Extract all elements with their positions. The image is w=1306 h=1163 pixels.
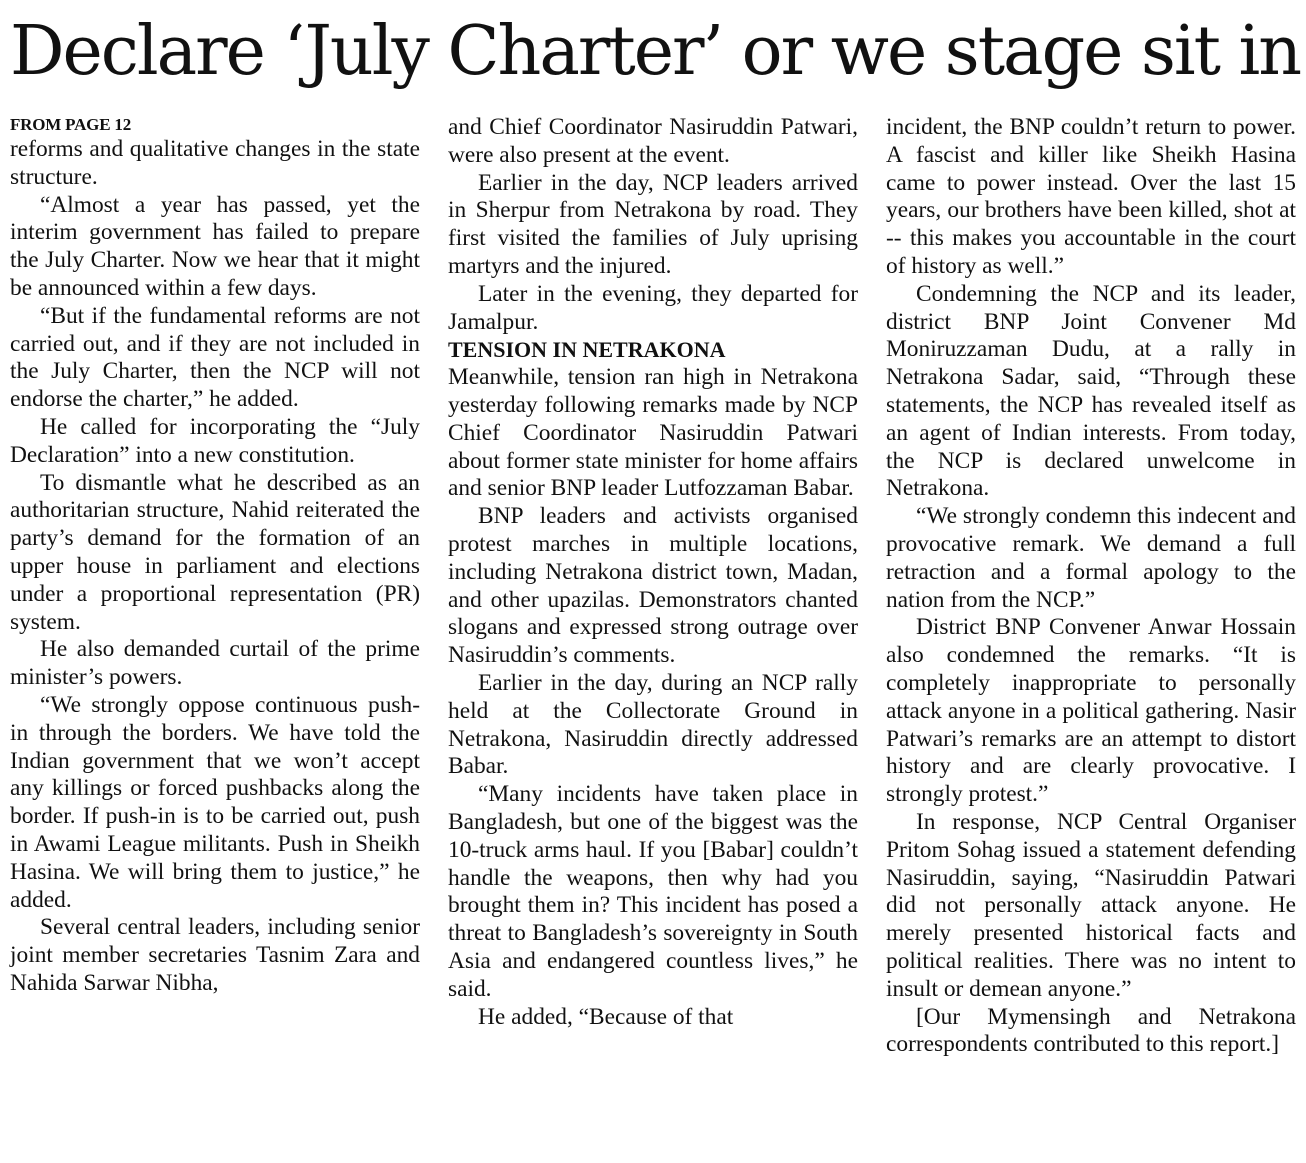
paragraph: incident, the BNP couldn’t return to power. A fascist and killer like Sheikh Hasina came to power instead. Over the last 15 years, our brothers have been killed, shot at -- this makes you accountable in the court of history as well.” [886, 114, 1296, 279]
paragraph: District BNP Convener Anwar Hossain also condemned the remarks. “It is completely inappropriate to personally attack anyone in a political gathering. Nasir Patwari’s remarks are an attempt to distort history and are clearly provocative. I strongly protest.” [886, 614, 1296, 808]
column-3 [886, 114, 1296, 1059]
paragraph: reforms and qualitative changes in the state structure. [10, 136, 420, 190]
subheading: TENSION IN NETRAKONA [448, 337, 726, 363]
paragraph: “We strongly condemn this indecent and provocative remark. We demand a full retraction and a formal apology to the nation from the NCP.” [886, 503, 1296, 613]
headline: Declare ‘July Charter’ or we stage sit in [10, 12, 1301, 91]
paragraph: He added, “Because of that [478, 1003, 734, 1030]
column-1 [10, 114, 420, 998]
paragraph: “But if the fundamental reforms are not carried out, and if they are not included in the July Charter, then the NCP will not endorse the charter,” he added. [10, 302, 420, 413]
paragraph: and Chief Coordinator Nasiruddin Patwari, were also present at the event. [448, 114, 858, 168]
paragraph: Condemning the NCP and its leader, district BNP Joint Convener Md Moniruzzaman Dudu, at a rally in Netrakona Sadar, said, “Through these statements, the NCP has revealed itself as an agent of Indian interests. From today, the NCP is declared unwelcome in Netrakona. [886, 280, 1296, 502]
paragraph: He called for incorporating the “July Declaration” into a new constitution. [10, 413, 420, 468]
paragraph: Earlier in the day, during an NCP rally held at the Collectorate Ground in Netrakona, Nasiruddin directly addressed Babar. [448, 669, 858, 780]
paragraph: “Many incidents have taken place in Bangladesh, but one of the biggest was the 10-truck arms haul. If you [Babar] couldn’t handle the weapons, then why had you brought them in? This incident has posed a threat to Bangladesh’s sovereignty in South Asia and endangered countless lives,” he said. [448, 781, 858, 1002]
paragraph: [Our Mymensingh and Netrakona correspondents contributed to this report.] [886, 1003, 1296, 1058]
paragraph: BNP leaders and activists organised protest marches in multiple locations, including Netrakona district town, Madan, and other upazilas. Demonstrators chanted slogans and expressed strong outrage over Nasiruddin’s comments. [448, 503, 858, 669]
paragraph: “We strongly oppose continuous push-in through the borders. We have told the Indian government that we won’t accept any killings or forced pushbacks along the border. If push-in is to be carried out, push in Awami League militants. Push in Sheikh Hasina. We will bring them to justice,” he added. [10, 691, 420, 913]
continuation-kicker: FROM PAGE 12 [10, 115, 131, 134]
paragraph: In response, NCP Central Organiser Pritom Sohag issued a statement defending Nasiruddin, saying, “Nasiruddin Patwari did not personally attack anyone. He merely presented historical facts and political realities. There was no intent to insult or demean anyone.” [886, 808, 1296, 1002]
column-2 [448, 114, 858, 1031]
paragraph: “Almost a year has passed, yet the interim government has failed to prepare the July Charter. Now we hear that it might be announced within a few days. [10, 191, 420, 301]
paragraph: Later in the evening, they departed for Jamalpur. [448, 280, 858, 335]
paragraph: Meanwhile, tension ran high in Netrakona yesterday following remarks made by NCP Chief Coordinator Nasiruddin Patwari about former state minister for home affairs and senior BNP leader Lutfozzaman Babar. [448, 364, 858, 502]
paragraph: Earlier in the day, NCP leaders arrived in Sherpur from Netrakona by road. They first visited the families of July uprising martyrs and the injured. [448, 169, 858, 279]
paragraph: He also demanded curtail of the prime minister’s powers. [10, 636, 420, 691]
paragraph: To dismantle what he described as an authoritarian structure, Nahid reiterated the party’s demand for the formation of an upper house in parliament and elections under a proportional representation (PR) system. [10, 469, 420, 635]
paragraph: Several central leaders, including senior joint member secretaries Tasnim Zara and Nahida Sarwar Nibha, [10, 914, 420, 996]
